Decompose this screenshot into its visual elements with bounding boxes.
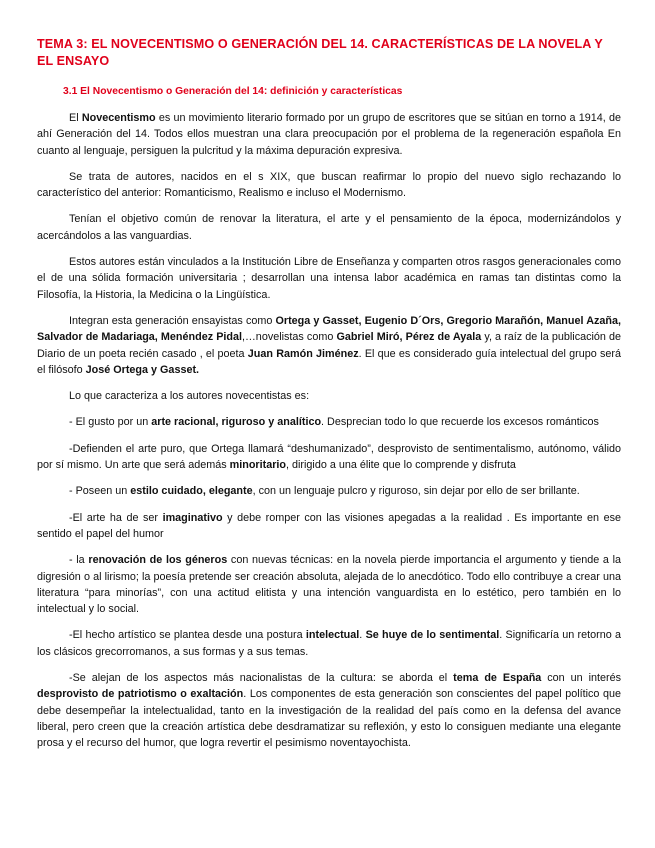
bold-term: Juan Ramón Jiménez: [247, 347, 359, 360]
text-run: ,…novelistas como: [242, 331, 337, 344]
text-run: .: [359, 629, 366, 642]
bold-term: intelectual: [305, 629, 360, 642]
text-run: -El hecho artístico se plantea desde una postura: [69, 629, 306, 642]
list-item-imaginative: [37, 510, 621, 543]
text-run: - la: [69, 554, 89, 567]
paragraph-authors: Se trata de autores, nacidos en el s XIX, que buscan reafirmar lo propio del nuevo siglo rechazando lo característico del anterior: Romanticismo, Realismo e incluso el Modernismo.: [37, 170, 621, 200]
list-item-intellectual: [37, 627, 621, 660]
text-run: -El arte ha de ser: [69, 511, 163, 524]
bold-term: desprovisto de patriotismo o exaltación: [37, 688, 244, 701]
text-run: Integran esta generación ensayistas como: [69, 314, 276, 327]
list-item-rational-art: [37, 414, 621, 430]
text-run: El: [69, 112, 82, 124]
bold-term: tema de España: [453, 672, 542, 685]
paragraph-institution: Estos autores están vinculados a la Institución Libre de Enseñanza y comparten otros rasgos generacionales como el de una sólida formación universitaria ; desarrollan una intensa labor académica en ramas tan distintas como la Filosofía, la Historia, la Medicina o la Lingüística.: [37, 256, 621, 301]
paragraph-objective: Tenían el objetivo común de renovar la literatura, el arte y el pensamiento de la época, modernizándolos y acercándolos a las vanguardias.: [37, 213, 621, 242]
bold-term: minoritario: [229, 459, 287, 472]
text-run: con un interés: [541, 672, 622, 685]
list-item-style: [37, 483, 621, 499]
list-item-genre-renewal: [37, 552, 621, 617]
text-run: . Los componentes de esta generación son conscientes del papel político que debe desempeñar la intelectualidad, tanto en la investigación de la realidad del país como en la defensa del avance liberal, pero creen que la creación artística debe desdramatizar su reflexión, y esto lo consiguen mediante una elegante prosa y el recurso del humor, que logra revertir el pesimismo noventayochista.: [37, 688, 621, 750]
paragraph-definition: [37, 110, 621, 159]
page-title: TEMA 3: EL NOVECENTISMO O GENERACIÓN DEL 14. CARACTERÍSTICAS DE LA NOVELA Y EL ENSAYO: [37, 37, 603, 68]
paragraph-list-intro: Lo que caracteriza a los autores novecentistas es:: [69, 390, 310, 403]
bold-term: renovación de los géneros: [88, 554, 228, 567]
paragraph-members: [37, 313, 621, 378]
text-run: es un movimiento literario formado por un grupo de escritores que se sitúan en torno a 1914, de ahí Generación del 14. Todos ellos muestran una clara preocupación por el problema de la regeneración española En cuanto al lenguaje, persiguen la pulcritud y la máxima depuración expresiva.: [37, 112, 621, 157]
text-run: - Poseen un: [69, 485, 131, 498]
text-run: . Desprecian todo lo que recuerde los excesos románticos: [321, 416, 599, 429]
bold-term: Novecentismo: [81, 112, 156, 124]
list-item-pure-art: [37, 441, 621, 474]
bold-term: estilo cuidado, elegante: [130, 485, 253, 498]
text-run: - El gusto por un: [69, 416, 152, 429]
list-item-spain-theme: [37, 670, 621, 751]
bold-term: Ortega y Gasset, Eugenio D´Ors, Gregorio Marañón, Manuel Azaña, Salvador de Madariaga, Menéndez Pidal: [37, 314, 621, 344]
section-heading: 3.1 El Novecentismo o Generación del 14: definición y características: [63, 86, 403, 97]
text-run: . Significaría un retorno a los clásicos grecorromanos, a sus formas y a sus temas.: [37, 629, 621, 658]
text-run: . El que es considerado guía intelectual del grupo será el filósofo: [37, 347, 621, 376]
bold-term: arte racional, riguroso y analítico: [151, 416, 322, 429]
text-run: -Defienden el arte puro, que Ortega llamará “deshumanizado”, desprovisto de sentimentalismo, autónomo, válido por sí mismo. Un arte que será además: [37, 442, 621, 472]
text-run: y, a raíz de la publicación de Diario de un poeta recién casado , el poeta: [37, 331, 622, 360]
bold-term: José Ortega y Gasset.: [85, 363, 200, 376]
text-run: , con un lenguaje pulcro y riguroso, sin dejar por ello de ser brillante.: [252, 485, 580, 498]
bold-term: Se huye de lo sentimental: [365, 629, 500, 642]
text-run: , dirigido a una élite que lo comprende y disfruta: [286, 459, 516, 472]
bold-term: Gabriel Miró, Pérez de Ayala: [336, 331, 482, 344]
text-run: con nuevas técnicas: en la novela pierde importancia el argumento y tiende a la digresión o al lirismo; la poesía pretende ser creación absoluta, alejada de lo anecdótico. Todo ello contribuye a crear una literatura “para minorías”, con una actitud elitista y una intención vanguardista en lo estético, pero también en lo intelectual y lo social.: [37, 554, 621, 616]
bold-term: imaginativo: [162, 511, 223, 524]
text-run: -Se alejan de los aspectos más nacionalistas de la cultura: se aborda el: [69, 672, 454, 685]
text-run: y debe romper con las visiones apegadas a la realidad . Es importante en ese sentido el papel del humor: [37, 511, 621, 540]
